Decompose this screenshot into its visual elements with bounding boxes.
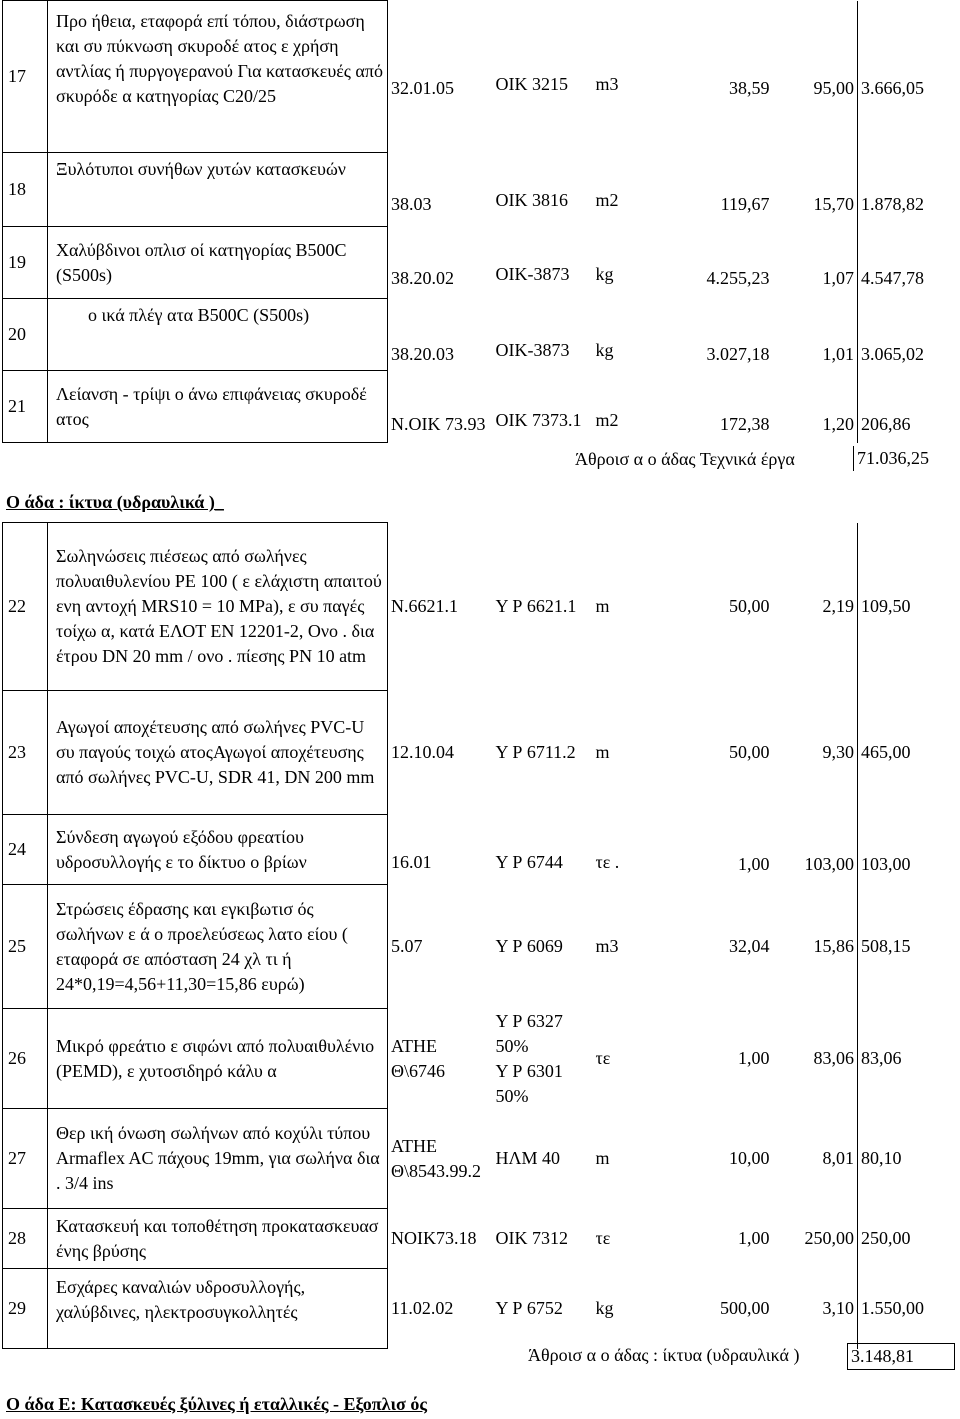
group-d-sum-label: Άθροισ α ο άδας : ίκτυα (υδραυλικά ) <box>528 1345 800 1365</box>
row-price: 15,70 <box>813 193 854 214</box>
row-price: 15,86 <box>813 936 854 956</box>
row-quantity: 38,59 <box>729 77 770 98</box>
row-code: ΟΙΚ 3816 <box>495 189 568 210</box>
row-number: 19 <box>3 227 48 299</box>
row-price: 1,01 <box>822 343 854 364</box>
row-total: 250,00 <box>858 1209 956 1269</box>
row-number: 27 <box>3 1109 48 1209</box>
row-quantity: 119,67 <box>720 193 770 214</box>
table-row <box>3 371 956 443</box>
row-code: ΟΙΚ-3873 <box>495 263 570 284</box>
row-quantity: 4.255,23 <box>706 267 770 288</box>
group-c-sum-label: Άθροισ α ο άδας Τεχνικά έργα <box>575 449 795 469</box>
row-total: 206,86 <box>858 371 956 443</box>
group-e-title: Ο άδα Ε: Κατασκευές ξύλινες ή εταλλικές - Εξοπλισ ός <box>6 1394 427 1414</box>
row-description: Εσχάρες καναλιών υδροσυλλογής, χαλύβδινες, ηλεκτροσυγκολλητές <box>48 1269 388 1349</box>
table-row <box>3 1269 956 1349</box>
row-price: 103,00 <box>804 853 854 874</box>
row-unit: m <box>595 1148 610 1168</box>
table-row <box>3 1 956 153</box>
row-unit: m3 <box>595 73 619 94</box>
row-unit: m2 <box>595 189 619 210</box>
table-row <box>3 153 956 227</box>
row-number: 23 <box>3 691 48 815</box>
row-total: 83,06 <box>858 1009 956 1109</box>
group-d-sum-value: 3.148,81 <box>847 1343 955 1370</box>
row-number: 20 <box>3 299 48 371</box>
row-code: Υ Ρ 6752 <box>495 1298 563 1318</box>
row-description: Ξυλότυποι συνήθων χυτών κατασκευών <box>48 153 388 227</box>
row-article: ΝΟΙΚ73.18 <box>391 1228 477 1248</box>
table-row <box>3 815 956 885</box>
row-unit: τε . <box>595 851 620 872</box>
row-code: ΟΙΚ 3215 <box>495 73 568 94</box>
table-row <box>3 1009 956 1109</box>
row-unit: τε <box>595 1228 611 1248</box>
row-price: 250,00 <box>804 1228 854 1248</box>
table-group-c <box>2 0 956 443</box>
row-code: Υ Ρ 6069 <box>495 936 563 956</box>
row-price: 9,30 <box>822 742 854 762</box>
row-total: 1.550,00 <box>858 1269 956 1349</box>
row-total: 3.065,02 <box>858 299 956 371</box>
row-number: 25 <box>3 885 48 1009</box>
row-price: 83,06 <box>813 1048 854 1068</box>
row-number: 17 <box>3 1 48 153</box>
row-total: 4.547,78 <box>858 227 956 299</box>
row-number: 18 <box>3 153 48 227</box>
row-quantity: 172,38 <box>720 413 770 434</box>
row-unit: m2 <box>595 409 619 430</box>
row-code-line: Υ Ρ 6327 50% <box>495 1010 563 1056</box>
row-description: Αγωγοί αποχέτευσης από σωλήνες PVC-U συ παγούς τοιχώ ατοςΑγωγοί αποχέτευσης από σωλήνες PVC-U, SDR 41, DN 200 mm <box>48 691 388 815</box>
row-article: 16.01 <box>391 851 432 872</box>
row-quantity: 1,00 <box>738 1228 770 1248</box>
row-number: 21 <box>3 371 48 443</box>
table-row <box>3 885 956 1009</box>
row-code <box>493 1009 593 1109</box>
row-code-line: Υ Ρ 6301 50% <box>495 1060 563 1106</box>
row-total: 1.878,82 <box>858 153 956 227</box>
row-description: Κατασκευή και τοποθέτηση προκατασκευασ ένης βρύσης <box>48 1209 388 1269</box>
row-unit: m3 <box>595 936 619 956</box>
table-row <box>3 1109 956 1209</box>
row-unit: kg <box>595 339 614 360</box>
row-quantity: 10,00 <box>729 1148 770 1168</box>
row-quantity: 50,00 <box>729 742 770 762</box>
row-unit: kg <box>595 263 614 284</box>
row-total: 103,00 <box>858 815 956 885</box>
row-article-line: Θ\8543.99.2 <box>391 1160 481 1181</box>
table-group-d <box>2 522 956 1349</box>
row-number: 26 <box>3 1009 48 1109</box>
row-price: 2,19 <box>822 596 854 616</box>
row-number: 22 <box>3 523 48 691</box>
row-price: 1,07 <box>822 267 854 288</box>
row-code: ΟΙΚ-3873 <box>495 339 570 360</box>
row-unit: m <box>595 742 610 762</box>
row-code: Υ Ρ 6744 <box>495 851 563 872</box>
row-unit: τε <box>595 1048 611 1068</box>
row-total: 3.666,05 <box>858 1 956 153</box>
row-price: 95,00 <box>813 77 854 98</box>
row-price: 1,20 <box>822 413 854 434</box>
row-article: 12.10.04 <box>391 742 454 762</box>
row-code: ΟΙΚ 7373.1 <box>495 409 582 430</box>
row-unit: m <box>595 596 610 616</box>
row-number: 28 <box>3 1209 48 1269</box>
row-article: 11.02.02 <box>391 1298 454 1318</box>
row-price: 8,01 <box>822 1148 854 1168</box>
row-description: Μικρό φρεάτιο ε σιφώνι από πολυαιθυλένιο (PEMD), ε χυτοσιδηρό κάλυ α <box>48 1009 388 1109</box>
row-quantity: 1,00 <box>738 853 770 874</box>
group-d-title: Ο άδα : ίκτυα (υδραυλικά )_ <box>6 492 224 512</box>
row-description: Θερ ική όνωση σωλήνων από κοχύλι τύπου Armaflex AC πάχους 19mm, για σωλήνα δια . 3/4 ins <box>48 1109 388 1209</box>
row-total: 80,10 <box>858 1109 956 1209</box>
row-code: ΟΙΚ 7312 <box>495 1228 568 1248</box>
row-description: Σύνδεση αγωγού εξόδου φρεατίου υδροσυλλογής ε το δίκτυο ο βρίων <box>48 815 388 885</box>
row-quantity: 32,04 <box>729 936 770 956</box>
group-c-sum-value: 71.036,25 <box>853 446 955 471</box>
row-number: 24 <box>3 815 48 885</box>
row-total: 109,50 <box>858 523 956 691</box>
row-article-line: ΑΤΗΕ <box>391 1135 438 1156</box>
row-price: 3,10 <box>822 1298 854 1318</box>
row-code: Υ Ρ 6711.2 <box>495 742 576 762</box>
row-description: ο ικά πλέγ ατα B500C (S500s) <box>48 299 388 371</box>
row-description: Σωληνώσεις πιέσεως από σωλήνες πολυαιθυλενίου PE 100 ( ε ελάχιστη απαιτού ενη αντοχή MRS10 = 10 MPa), ε συ παγές τοίχω α, κατά ΕΛΟΤ ΕΝ 12201-2, Ονο . δια έτρου DN 20 mm / ονο . πίεσης PN 10 atm <box>48 523 388 691</box>
row-quantity: 500,00 <box>720 1298 770 1318</box>
table-row <box>3 691 956 815</box>
row-article: ΑΤΗΕ Θ\6746 <box>391 1035 445 1081</box>
row-article <box>388 1109 493 1209</box>
row-unit: kg <box>595 1298 614 1318</box>
table-row <box>3 299 956 371</box>
table-row <box>3 227 956 299</box>
row-code: ΗΛΜ 40 <box>495 1148 561 1168</box>
row-quantity: 50,00 <box>729 596 770 616</box>
row-article: 5.07 <box>391 936 423 956</box>
row-description: Στρώσεις έδρασης και εγκιβωτισ ός σωλήνων ε ά ο προελεύσεως λατο είου ( εταφορά σε απόσταση 24 χλ τι ή 24*0,19=4,56+11,30=15,86 ευρώ) <box>48 885 388 1009</box>
table-row <box>3 523 956 691</box>
table-row <box>3 1209 956 1269</box>
row-total: 465,00 <box>858 691 956 815</box>
row-article: Ν.ΟΙΚ 73.93 <box>391 413 486 434</box>
row-description: Χαλύβδινοι οπλισ οί κατηγορίας B500C (S500s) <box>48 227 388 299</box>
row-article: 38.20.02 <box>391 267 454 288</box>
row-article: 38.20.03 <box>391 343 454 364</box>
row-article: Ν.6621.1 <box>391 596 458 616</box>
row-description: Λείανση - τρίψι ο άνω επιφάνειας σκυροδέ ατος <box>48 371 388 443</box>
row-total: 508,15 <box>858 885 956 1009</box>
row-number: 29 <box>3 1269 48 1349</box>
row-quantity: 3.027,18 <box>706 343 770 364</box>
row-article: 38.03 <box>391 193 432 214</box>
row-description: Προ ήθεια, εταφορά επί τόπου, διάστρωση και συ πύκνωση σκυροδέ ατος ε χρήση αντλίας ή πυργογερανού Για κατασκευές από σκυρόδε α κατηγορίας C20/25 <box>48 1 388 153</box>
row-article: 32.01.05 <box>391 77 454 98</box>
row-quantity: 1,00 <box>738 1048 770 1068</box>
row-code: Υ Ρ 6621.1 <box>495 596 577 616</box>
